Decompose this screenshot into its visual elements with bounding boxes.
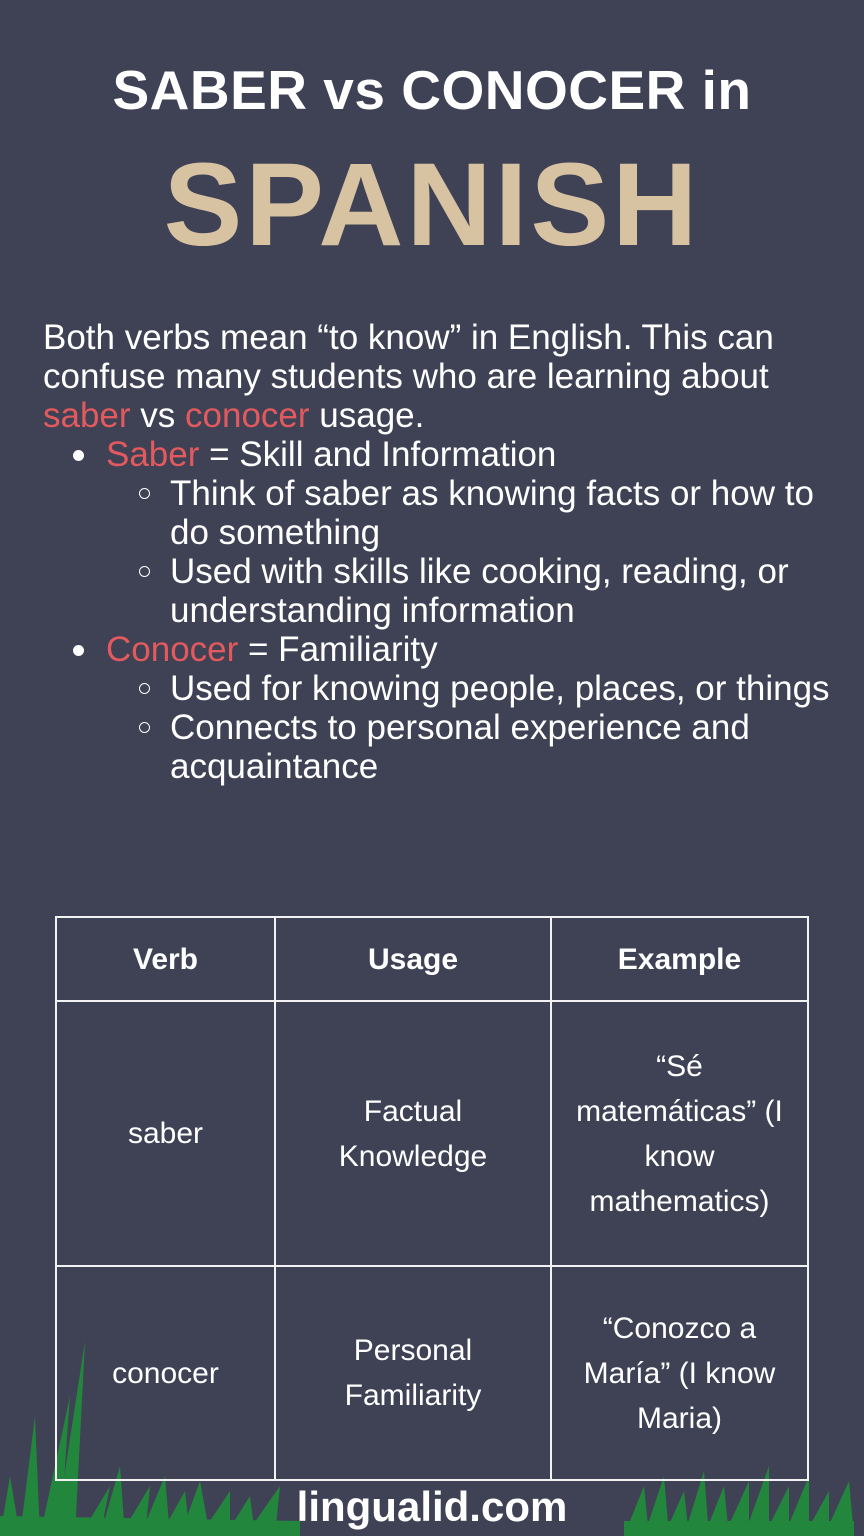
title-line-1: SABER vs CONOCER in xyxy=(112,59,752,121)
sub-bullet xyxy=(43,669,833,708)
sub-bullet-text: Connects to personal experience and acquaintance xyxy=(170,708,750,786)
sub-bullet-text: Used for knowing people, places, or things xyxy=(170,669,830,708)
sub-bullet xyxy=(43,708,833,786)
bullet-term: Saber xyxy=(106,435,200,474)
bullet-term: Conocer xyxy=(106,630,239,669)
header-example: Example xyxy=(551,917,808,1001)
header-usage: Usage xyxy=(275,917,551,1001)
table-row xyxy=(56,1001,808,1266)
bullet-dot-icon xyxy=(73,450,84,461)
saber-highlight: saber xyxy=(43,396,131,435)
bullet-list xyxy=(43,435,833,786)
bullet-conocer xyxy=(43,630,833,669)
intro-text-mid: vs xyxy=(130,396,186,435)
bullet-text: = Familiarity xyxy=(238,630,438,669)
header-verb: Verb xyxy=(56,917,275,1001)
bullet-circle-icon xyxy=(139,488,150,499)
sub-bullet-text: Think of saber as knowing facts or how to do something xyxy=(170,474,814,552)
intro-section xyxy=(43,318,833,786)
cell-verb: conocer xyxy=(56,1266,275,1480)
intro-text: Both verbs mean “to know” in English. This can confuse many students who are learning about xyxy=(43,318,774,396)
sub-bullet-text: Used with skills like cooking, reading, or understanding information xyxy=(170,552,789,630)
sub-bullet xyxy=(43,552,833,630)
table-row xyxy=(56,1266,808,1480)
bullet-saber xyxy=(43,435,833,474)
title-line-2: SPANISH xyxy=(163,139,701,271)
cell-usage: Factual Knowledge xyxy=(275,1001,551,1266)
sub-bullet xyxy=(43,474,833,552)
bullet-circle-icon xyxy=(139,722,150,733)
site-url: lingualid.com xyxy=(296,1483,568,1530)
table-header-row xyxy=(56,917,808,1001)
conocer-highlight: conocer xyxy=(185,396,310,435)
cell-example: “Conozco a María” (I know Maria) xyxy=(551,1266,808,1480)
cell-verb: saber xyxy=(56,1001,275,1266)
comparison-table xyxy=(55,916,809,1481)
bullet-circle-icon xyxy=(139,683,150,694)
cell-example: “Sé matemáticas” (I know mathematics) xyxy=(551,1001,808,1266)
bullet-dot-icon xyxy=(73,645,84,656)
intro-paragraph xyxy=(43,318,833,435)
intro-text-end: usage. xyxy=(309,396,425,435)
bullet-text: = Skill and Information xyxy=(199,435,557,474)
bullet-circle-icon xyxy=(139,566,150,577)
cell-usage: Personal Familiarity xyxy=(275,1266,551,1480)
